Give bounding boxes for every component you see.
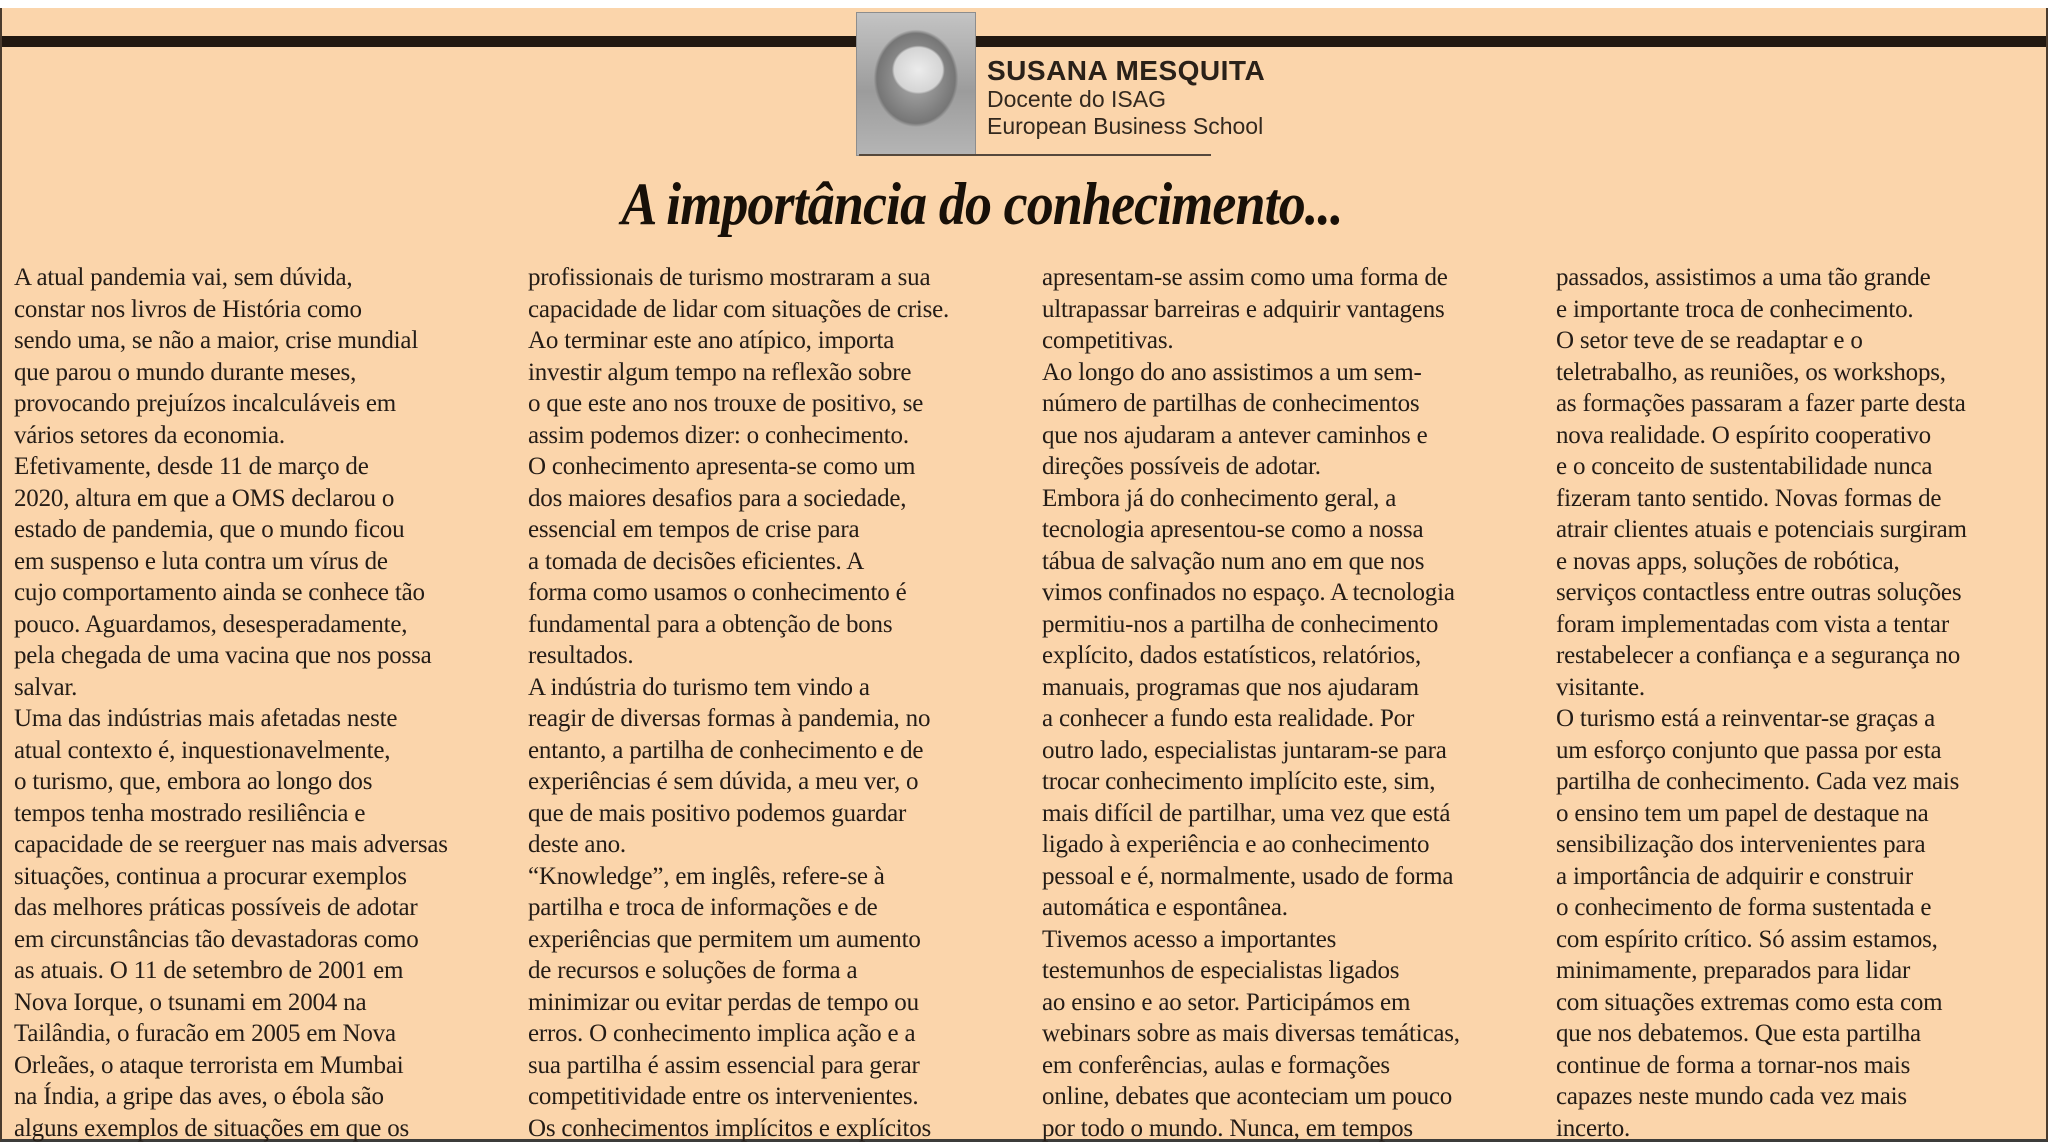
text-line: Nova Iorque, o tsunami em 2004 na — [14, 988, 367, 1016]
text-line: outro lado, especialistas juntaram-se para — [1042, 736, 1447, 764]
text-line: que nos debatemos. Que esta partilha — [1556, 1020, 1921, 1047]
text-line: mais difícil de partilhar, uma vez que está — [1042, 799, 1451, 827]
text-line: cujo comportamento ainda se conhece tão — [14, 579, 425, 606]
text-line: serviços contactless entre outras soluções — [1556, 579, 1962, 606]
text-line: Tivemos acesso a importantes — [1042, 925, 1337, 953]
text-line: minimamente, preparados para lidar — [1556, 957, 1911, 984]
article-title: A importância do conhecimento... — [621, 171, 1343, 237]
text-line: nova realidade. O espírito cooperativo — [1556, 421, 1931, 449]
text-line: O conhecimento apresenta-se como um — [528, 453, 916, 480]
text-line: manuais, programas que nos ajudaram — [1042, 673, 1419, 701]
text-line: de recursos e soluções de forma a — [528, 957, 858, 984]
article-page — [0, 8, 2048, 1142]
text-line: e importante troca de conhecimento. — [1556, 295, 1914, 323]
text-line: em suspenso e luta contra um vírus de — [14, 547, 388, 575]
author-organization: European Business School — [987, 113, 1264, 139]
text-line: dos maiores desafios para a sociedade, — [528, 484, 907, 512]
text-line: Tailândia, o furacão em 2005 em Nova — [14, 1020, 396, 1047]
text-line: Embora já do conhecimento geral, a — [1042, 484, 1397, 512]
text-line: e novas apps, soluções de robótica, — [1556, 547, 1900, 575]
text-line: provocando prejuízos incalculáveis em — [14, 390, 397, 417]
text-line: visitante. — [1556, 673, 1645, 701]
text-line: trocar conhecimento implícito este, sim, — [1042, 768, 1436, 795]
text-line: das melhores práticas possíveis de adotar — [14, 894, 418, 921]
text-line: que de mais positivo podemos guardar — [528, 799, 907, 827]
text-line: vários setores da economia. — [14, 421, 285, 449]
text-line: em circunstâncias tão devastadoras como — [14, 925, 419, 953]
byline — [987, 56, 1265, 140]
text-line: minimizar ou evitar perdas de tempo ou — [528, 988, 919, 1016]
text-line: A atual pandemia vai, sem dúvida, — [14, 264, 353, 291]
text-line: experiências que permitem um aumento — [528, 925, 921, 953]
text-line: direções possíveis de adotar. — [1042, 453, 1321, 480]
text-line: atual contexto é, inquestionavelmente, — [14, 736, 391, 764]
text-line: restabelecer a confiança e a segurança no — [1556, 642, 1961, 669]
text-line: salvar. — [14, 673, 78, 701]
text-line: sensibilização dos intervenientes para — [1556, 831, 1926, 858]
text-line: tábua de salvação num ano em que nos — [1042, 547, 1425, 575]
text-line: Os conhecimentos implícitos e explícitos — [528, 1114, 932, 1142]
text-line: em conferências, aulas e formações — [1042, 1051, 1390, 1079]
text-line: capazes neste mundo cada vez mais — [1556, 1083, 1907, 1110]
text-line: Uma das indústrias mais afetadas neste — [14, 705, 398, 732]
text-line: partilha e troca de informações e de — [528, 894, 878, 921]
text-line: “Knowledge”, em inglês, refere-se à — [528, 862, 885, 890]
text-line: teletrabalho, as reuniões, os workshops, — [1556, 358, 1946, 386]
text-line: A indústria do turismo tem vindo a — [528, 673, 870, 701]
text-line: com situações extremas como esta com — [1556, 988, 1943, 1016]
text-line: o conhecimento de forma sustentada e — [1556, 894, 1932, 921]
text-line: O setor teve de se readaptar e o — [1556, 327, 1863, 354]
text-line: erros. O conhecimento implica ação e a — [528, 1020, 916, 1047]
text-line: deste ano. — [528, 831, 626, 858]
author-role: Docente do ISAG — [987, 86, 1166, 112]
text-line: a importância de adquirir e construir — [1556, 862, 1914, 890]
text-line: essencial em tempos de crise para — [528, 516, 860, 543]
text-line: as atuais. O 11 de setembro de 2001 em — [14, 957, 404, 984]
text-line: a tomada de decisões eficientes. A — [528, 547, 865, 575]
text-line: testemunhos de especialistas ligados — [1042, 957, 1400, 984]
text-line: permitiu-nos a partilha de conhecimento — [1042, 610, 1439, 638]
text-line: situações, continua a procurar exemplos — [14, 862, 407, 890]
text-line: reagir de diversas formas à pandemia, no — [528, 705, 931, 732]
article-body — [14, 262, 2034, 1142]
text-line: foram implementadas com vista a tentar — [1556, 610, 1949, 638]
text-line: investir algum tempo na reflexão sobre — [528, 358, 912, 386]
text-line: Ao longo do ano assistimos a um sem- — [1042, 358, 1422, 386]
text-line: que parou o mundo durante meses, — [14, 358, 357, 386]
text-line: continue de forma a tornar-nos mais — [1556, 1051, 1911, 1079]
text-line: capacidade de lidar com situações de crise. — [528, 295, 950, 323]
text-line: fizeram tanto sentido. Novas formas de — [1556, 484, 1942, 512]
text-line: e o conceito de sustentabilidade nunca — [1556, 453, 1933, 480]
article-column — [1042, 262, 1520, 1142]
text-line: Efetivamente, desde 11 de março de — [14, 453, 369, 480]
text-line: constar nos livros de História como — [14, 295, 362, 323]
text-line: competitividade entre os intervenientes. — [528, 1083, 919, 1110]
text-line: experiências é sem dúvida, a meu ver, o — [528, 768, 919, 795]
text-line: pessoal e é, normalmente, usado de forma — [1042, 862, 1454, 890]
byline-divider — [859, 154, 1211, 156]
text-line: pela chegada de uma vacina que nos possa — [14, 642, 432, 669]
author-photo — [857, 13, 975, 155]
text-line: estado de pandemia, que o mundo ficou — [14, 516, 405, 543]
text-line: com espírito crítico. Só assim estamos, — [1556, 925, 1938, 953]
text-line: online, debates que aconteciam um pouco — [1042, 1083, 1453, 1110]
text-line: as formações passaram a fazer parte desta — [1556, 390, 1966, 417]
text-line: forma como usamos o conhecimento é — [528, 579, 907, 606]
text-line: capacidade de se reerguer nas mais adversas — [14, 831, 448, 858]
text-line: número de partilhas de conhecimentos — [1042, 390, 1420, 417]
text-line: fundamental para a obtenção de bons — [528, 610, 893, 638]
text-line: passados, assistimos a uma tão grande — [1556, 264, 1931, 291]
text-line: O turismo está a reinventar-se graças a — [1556, 705, 1936, 732]
text-line: a conhecer a fundo esta realidade. Por — [1042, 705, 1415, 732]
text-line: automática e espontânea. — [1042, 894, 1288, 921]
text-line: o ensino tem um papel de destaque na — [1556, 799, 1929, 827]
article-column — [528, 262, 1006, 1142]
text-line: tecnologia apresentou-se como a nossa — [1042, 516, 1424, 543]
text-line: Ao terminar este ano atípico, importa — [528, 327, 895, 354]
text-line: alguns exemplos de situações em que os — [14, 1114, 410, 1142]
text-line: competitivas. — [1042, 327, 1174, 354]
text-line: pouco. Aguardamos, desesperadamente, — [14, 610, 408, 638]
text-line: assim podemos dizer: o conhecimento. — [528, 421, 909, 449]
text-line: explícito, dados estatísticos, relatórios, — [1042, 642, 1422, 669]
article-column — [1556, 262, 2034, 1142]
text-line: partilha de conhecimento. Cada vez mais — [1556, 768, 1960, 795]
text-line: resultados. — [528, 642, 634, 669]
text-line: um esforço conjunto que passa por esta — [1556, 736, 1942, 764]
text-line: sendo uma, se não a maior, crise mundial — [14, 327, 419, 354]
text-line: ligado à experiência e ao conhecimento — [1042, 831, 1430, 858]
text-line: ao ensino e ao setor. Participámos em — [1042, 988, 1411, 1016]
text-line: ultrapassar barreiras e adquirir vantagens — [1042, 295, 1445, 323]
text-line: incerto. — [1556, 1114, 1631, 1142]
top-accent-bar — [2, 36, 2046, 47]
author-name: SUSANA MESQUITA — [987, 55, 1266, 86]
text-line: sua partilha é assim essencial para gerar — [528, 1051, 920, 1079]
text-line: o que este ano nos trouxe de positivo, se — [528, 390, 924, 417]
text-line: na Índia, a gripe das aves, o ébola são — [14, 1083, 384, 1110]
text-line: Orleães, o ataque terrorista em Mumbai — [14, 1051, 404, 1079]
text-line: apresentam-se assim como uma forma de — [1042, 264, 1448, 291]
text-line: tempos tenha mostrado resiliência e — [14, 799, 366, 827]
text-line: atrair clientes atuais e potenciais surgiram — [1556, 516, 1967, 543]
text-line: por todo o mundo. Nunca, em tempos — [1042, 1114, 1413, 1142]
text-line: 2020, altura em que a OMS declarou o — [14, 484, 395, 512]
text-line: entanto, a partilha de conhecimento e de — [528, 736, 924, 764]
article-column — [14, 262, 492, 1142]
text-line: webinars sobre as mais diversas temáticas, — [1042, 1020, 1460, 1047]
text-line: o turismo, que, embora ao longo dos — [14, 768, 373, 795]
text-line: que nos ajudaram a antever caminhos e — [1042, 421, 1428, 449]
text-line: vimos confinados no espaço. A tecnologia — [1042, 579, 1455, 606]
text-line: profissionais de turismo mostraram a sua — [528, 264, 931, 291]
